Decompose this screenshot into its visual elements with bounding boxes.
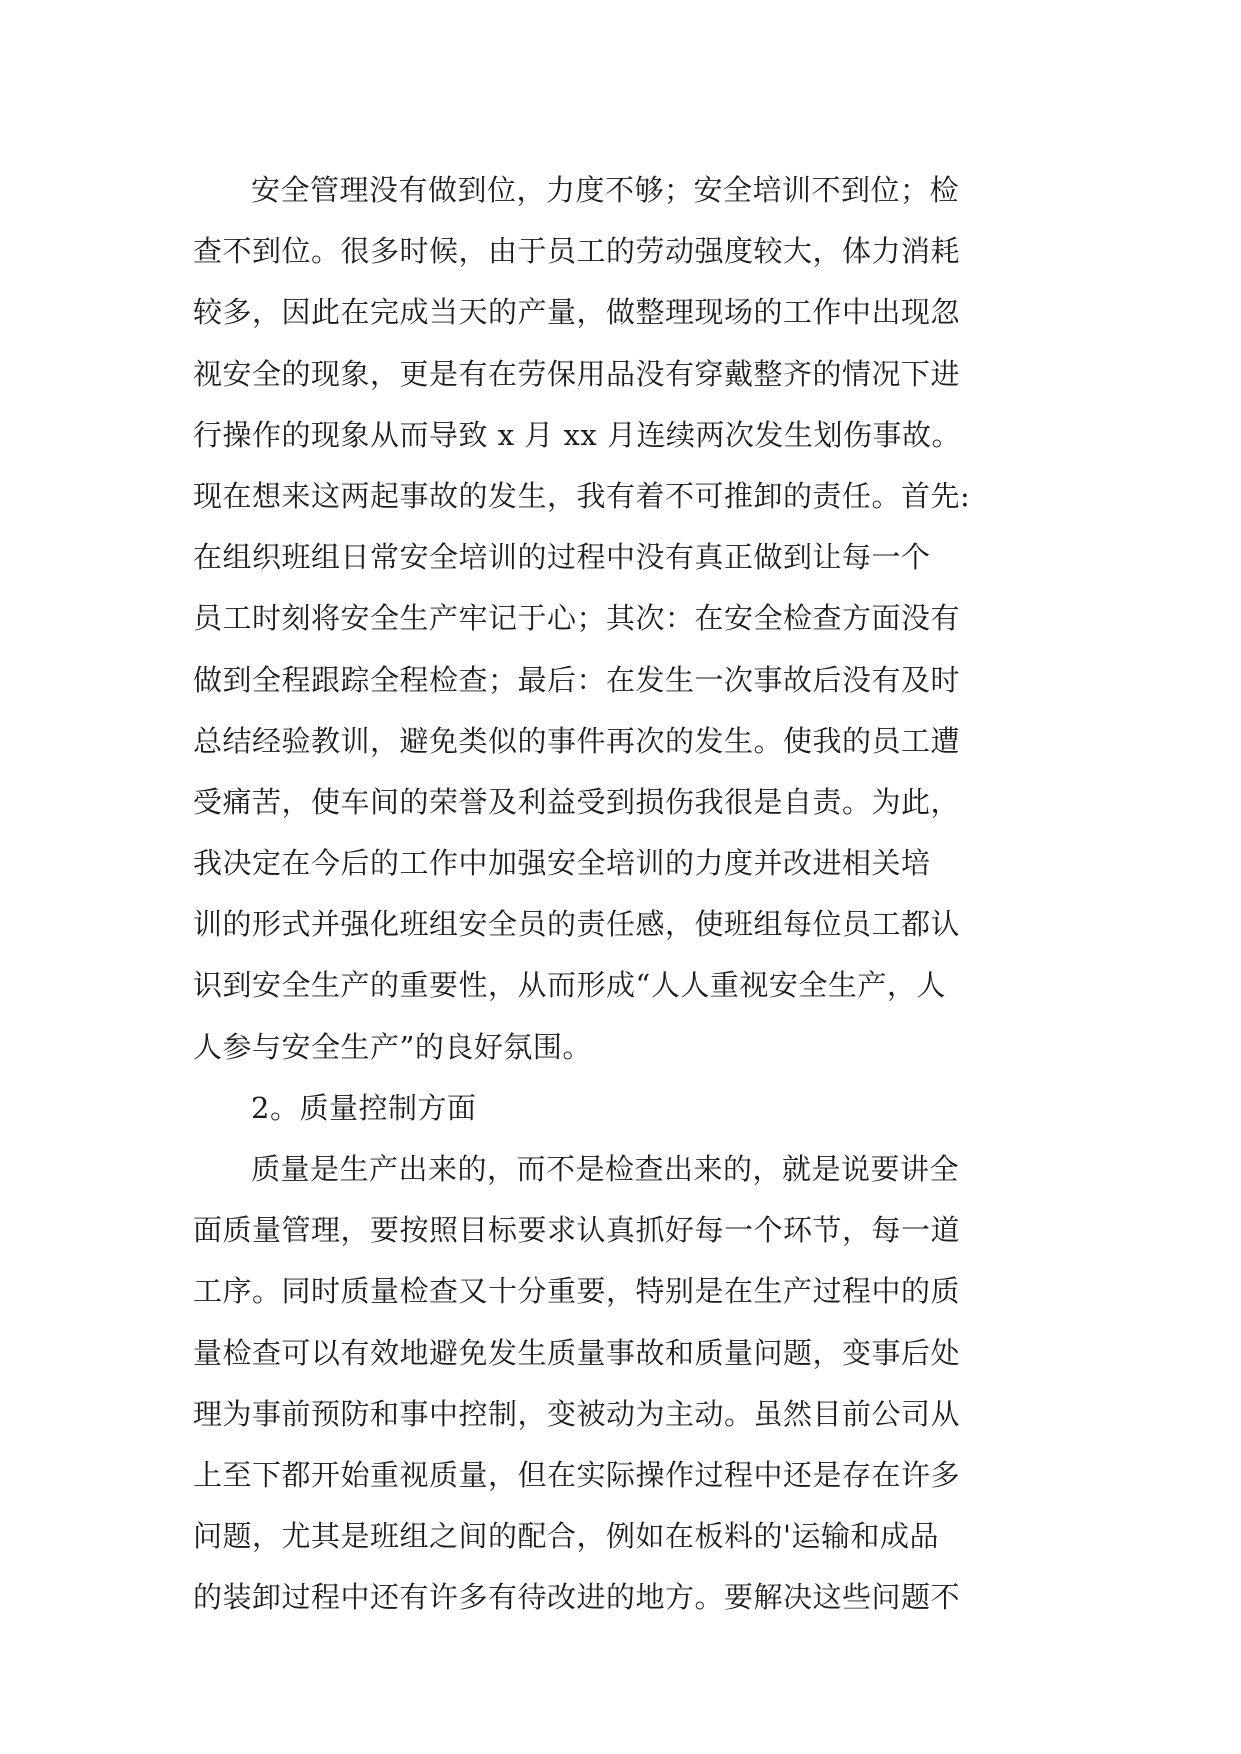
document-body [193, 160, 1048, 1629]
paragraph-line: 面质量管理，要按照目标要求认真抓好每一个环节，每一道 [193, 1213, 961, 1248]
paragraph-line: 查不到位。很多时候，由于员工的劳动强度较大，体力消耗 [193, 234, 961, 269]
paragraph-line: 行操作的现象从而导致 x 月 xx 月连续两次发生划伤事故。 [193, 417, 961, 452]
paragraph-line: 做到全程跟踪全程检查；最后：在发生一次事故后没有及时 [193, 662, 961, 697]
paragraph-line: 质量是生产出来的，而不是检查出来的，就是说要讲全 [251, 1152, 960, 1186]
section-heading: 2。质量控制方面 [251, 1090, 477, 1125]
paragraph-line: 识到安全生产的重要性，从而形成“人人重视安全生产，人 [193, 968, 946, 1003]
paragraph-line: 较多，因此在完成当天的产量，做整理现场的工作中出现忽 [193, 295, 961, 330]
paragraph-line: 人参与安全生产”的良好氛围。 [193, 1029, 592, 1064]
paragraph-line: 训的形式并强化班组安全员的责任感，使班组每位员工都认 [193, 907, 961, 942]
paragraph-line: 受痛苦，使车间的荣誉及利益受到损伤我很是自责。为此， [193, 784, 961, 819]
paragraph-line: 安全管理没有做到位，力度不够；安全培训不到位；检 [251, 173, 960, 207]
paragraph-line: 的装卸过程中还有许多有待改进的地方。要解决这些问题不 [193, 1580, 961, 1615]
paragraph-line: 现在想来这两起事故的发生，我有着不可推卸的责任。首先: [193, 478, 971, 513]
paragraph-line: 量检查可以有效地避免发生质量事故和质量问题，变事后处 [193, 1335, 961, 1370]
paragraph-line: 工序。同时质量检查又十分重要，特别是在生产过程中的质 [193, 1274, 961, 1309]
paragraph-line: 在组织班组日常安全培训的过程中没有真正做到让每一个 [193, 540, 931, 575]
paragraph-line: 我决定在今后的工作中加强安全培训的力度并改进相关培 [193, 846, 931, 881]
paragraph-line: 总结经验教训，避免类似的事件再次的发生。使我的员工遭 [193, 723, 961, 758]
paragraph-line: 视安全的现象，更是有在劳保用品没有穿戴整齐的情况下进 [193, 356, 961, 391]
paragraph-line: 员工时刻将安全生产牢记于心；其次：在安全检查方面没有 [193, 601, 961, 636]
paragraph-line: 上至下都开始重视质量，但在实际操作过程中还是存在许多 [193, 1457, 961, 1492]
paragraph-line: 理为事前预防和事中控制，变被动为主动。虽然目前公司从 [193, 1396, 961, 1431]
paragraph-line: 问题，尤其是班组之间的配合，例如在板料的'运输和成品 [193, 1519, 939, 1554]
